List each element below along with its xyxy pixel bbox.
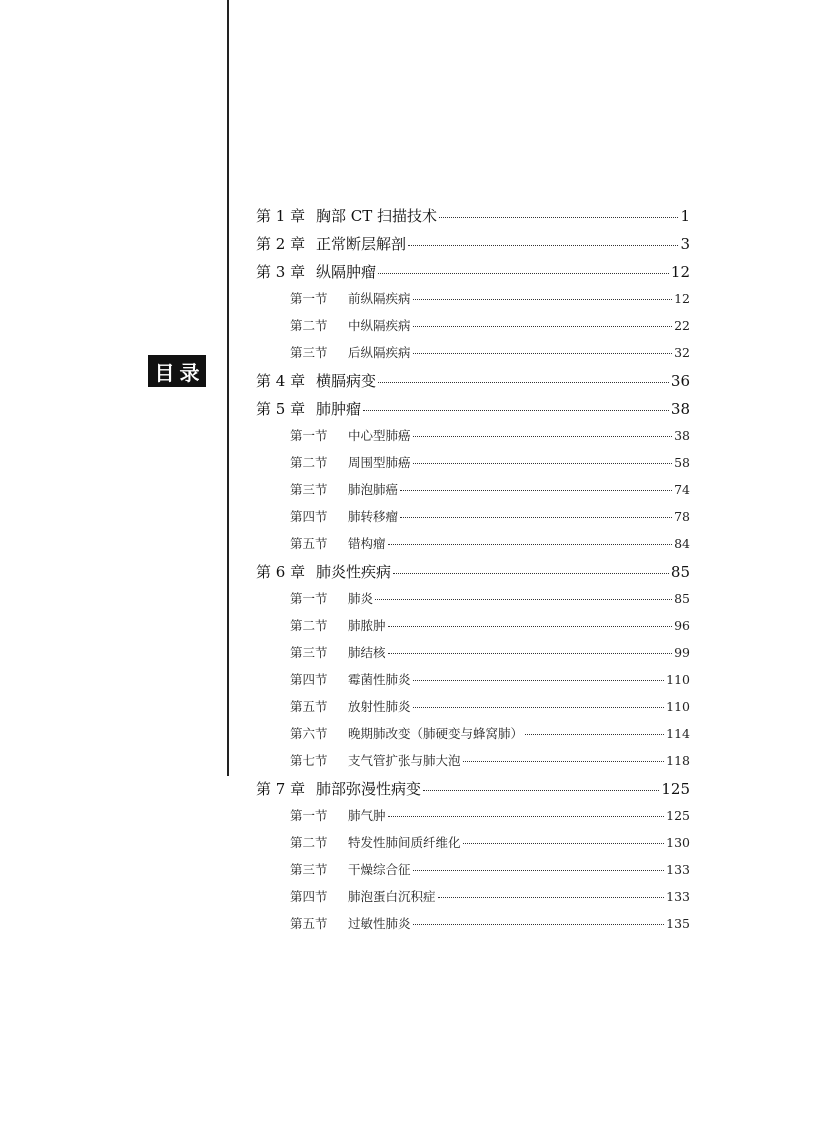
entry-title: 干燥综合征 (348, 862, 411, 877)
entry-number: 第 3 章 (256, 263, 306, 281)
entry-number: 第七节 (290, 753, 328, 768)
toc-section-entry[interactable] (256, 589, 690, 616)
toc-section-entry[interactable] (256, 914, 690, 941)
dot-leader (438, 897, 665, 898)
dot-leader (393, 573, 669, 574)
entry-page: 74 (674, 482, 690, 497)
entry-title: 纵隔肿瘤 (316, 263, 377, 281)
entry-title: 特发性肺间质纤维化 (348, 835, 461, 850)
entry-title: 肺转移瘤 (348, 509, 399, 524)
toc-section-entry[interactable] (256, 724, 690, 751)
entry-number: 第五节 (290, 916, 328, 931)
dot-leader (413, 924, 665, 925)
toc-section-entry[interactable] (256, 453, 690, 480)
entry-title: 晚期肺改变（肺硬变与蜂窝肺） (348, 726, 524, 741)
entry-number: 第二节 (290, 835, 328, 850)
dot-leader (439, 217, 678, 218)
dot-leader (413, 326, 673, 327)
dot-leader (388, 816, 665, 817)
dot-leader (388, 626, 673, 627)
entry-page: 12 (674, 291, 690, 306)
entry-page: 114 (666, 726, 690, 741)
entry-title: 胸部 CT 扫描技术 (316, 207, 438, 225)
dot-leader (363, 410, 669, 411)
toc-section-entry[interactable] (256, 616, 690, 643)
entry-page: 125 (666, 808, 690, 823)
toc-section-entry[interactable] (256, 860, 690, 887)
entry-page: 99 (674, 645, 690, 660)
entry-number: 第四节 (290, 509, 328, 524)
table-of-contents (256, 205, 690, 941)
toc-section-entry[interactable] (256, 426, 690, 453)
dot-leader (413, 436, 673, 437)
entry-number: 第六节 (290, 726, 328, 741)
dot-leader (413, 463, 673, 464)
entry-number: 第 7 章 (256, 780, 306, 798)
margin-rule (227, 0, 229, 776)
entry-number: 第一节 (290, 591, 328, 606)
entry-title: 肺炎性疾病 (316, 563, 392, 581)
dot-leader (463, 761, 665, 762)
toc-section-entry[interactable] (256, 697, 690, 724)
entry-number: 第四节 (290, 672, 328, 687)
entry-page: 36 (670, 372, 690, 390)
entry-title: 霉菌性肺炎 (348, 672, 411, 687)
entry-number: 第 2 章 (256, 235, 306, 253)
entry-number: 第二节 (290, 618, 328, 633)
toc-section-entry[interactable] (256, 480, 690, 507)
entry-number: 第三节 (290, 645, 328, 660)
contents-badge (148, 355, 206, 387)
dot-leader (413, 870, 665, 871)
entry-page: 130 (666, 835, 690, 850)
entry-page: 38 (674, 428, 690, 443)
entry-number: 第 6 章 (256, 563, 306, 581)
entry-number: 第二节 (290, 318, 328, 333)
entry-number: 第五节 (290, 699, 328, 714)
toc-chapter-entry[interactable] (256, 561, 690, 589)
entry-number: 第三节 (290, 345, 328, 360)
entry-number: 第一节 (290, 428, 328, 443)
toc-section-entry[interactable] (256, 670, 690, 697)
entry-title: 错构瘤 (348, 536, 386, 551)
entry-page: 133 (666, 862, 690, 877)
toc-section-entry[interactable] (256, 751, 690, 778)
toc-section-entry[interactable] (256, 534, 690, 561)
entry-title: 横膈病变 (316, 372, 377, 390)
entry-number: 第 5 章 (256, 400, 306, 418)
entry-page: 96 (674, 618, 690, 633)
dot-leader (413, 299, 673, 300)
toc-section-entry[interactable] (256, 316, 690, 343)
entry-title: 中心型肺癌 (348, 428, 411, 443)
entry-title: 放射性肺炎 (348, 699, 411, 714)
entry-number: 第五节 (290, 536, 328, 551)
entry-page: 1 (680, 207, 690, 225)
toc-section-entry[interactable] (256, 507, 690, 534)
entry-title: 肺炎 (348, 591, 374, 606)
toc-chapter-entry[interactable] (256, 261, 690, 289)
dot-leader (400, 490, 672, 491)
entry-title: 正常断层解剖 (316, 235, 407, 253)
dot-leader (408, 245, 678, 246)
entry-page: 3 (680, 235, 690, 253)
toc-section-entry[interactable] (256, 643, 690, 670)
dot-leader (463, 843, 665, 844)
contents-badge-char: 目 (154, 360, 175, 385)
toc-chapter-entry[interactable] (256, 233, 690, 261)
entry-page: 133 (666, 889, 690, 904)
dot-leader (413, 707, 665, 708)
entry-title: 周围型肺癌 (348, 455, 411, 470)
entry-title: 前纵隔疾病 (348, 291, 411, 306)
toc-chapter-entry[interactable] (256, 370, 690, 398)
entry-page: 118 (666, 753, 690, 768)
dot-leader (378, 273, 669, 274)
entry-page: 85 (670, 563, 690, 581)
entry-number: 第四节 (290, 889, 328, 904)
entry-page: 12 (670, 263, 690, 281)
entry-page: 32 (674, 345, 690, 360)
toc-section-entry[interactable] (256, 343, 690, 370)
entry-page: 135 (666, 916, 690, 931)
entry-page: 110 (666, 699, 690, 714)
contents-badge-char: 录 (179, 360, 200, 385)
entry-number: 第 4 章 (256, 372, 306, 390)
entry-title: 肺泡蛋白沉积症 (348, 889, 436, 904)
entry-page: 84 (674, 536, 690, 551)
entry-title: 肺气肿 (348, 808, 386, 823)
entry-title: 中纵隔疾病 (348, 318, 411, 333)
entry-title: 肺部弥漫性病变 (316, 780, 422, 798)
entry-number: 第一节 (290, 808, 328, 823)
entry-page: 22 (674, 318, 690, 333)
entry-number: 第 1 章 (256, 207, 306, 225)
entry-page: 85 (674, 591, 690, 606)
entry-page: 38 (670, 400, 690, 418)
entry-title: 肺肿瘤 (316, 400, 362, 418)
entry-number: 第二节 (290, 455, 328, 470)
entry-title: 肺泡肺癌 (348, 482, 399, 497)
entry-title: 过敏性肺炎 (348, 916, 411, 931)
toc-section-entry[interactable] (256, 806, 690, 833)
entry-number: 第一节 (290, 291, 328, 306)
entry-page: 58 (674, 455, 690, 470)
dot-leader (525, 734, 664, 735)
entry-number: 第三节 (290, 482, 328, 497)
entry-title: 肺结核 (348, 645, 386, 660)
dot-leader (375, 599, 672, 600)
toc-chapter-entry[interactable] (256, 205, 690, 233)
entry-page: 78 (674, 509, 690, 524)
entry-title: 后纵隔疾病 (348, 345, 411, 360)
dot-leader (400, 517, 672, 518)
toc-section-entry[interactable] (256, 833, 690, 860)
dot-leader (413, 353, 673, 354)
entry-title: 支气管扩张与肺大泡 (348, 753, 461, 768)
dot-leader (423, 790, 659, 791)
toc-chapter-entry[interactable] (256, 778, 690, 806)
toc-section-entry[interactable] (256, 289, 690, 316)
entry-page: 110 (666, 672, 690, 687)
entry-number: 第三节 (290, 862, 328, 877)
dot-leader (388, 544, 673, 545)
dot-leader (388, 653, 673, 654)
toc-chapter-entry[interactable] (256, 398, 690, 426)
dot-leader (413, 680, 665, 681)
toc-section-entry[interactable] (256, 887, 690, 914)
entry-title: 肺脓肿 (348, 618, 386, 633)
entry-page: 125 (661, 780, 690, 798)
dot-leader (378, 382, 669, 383)
